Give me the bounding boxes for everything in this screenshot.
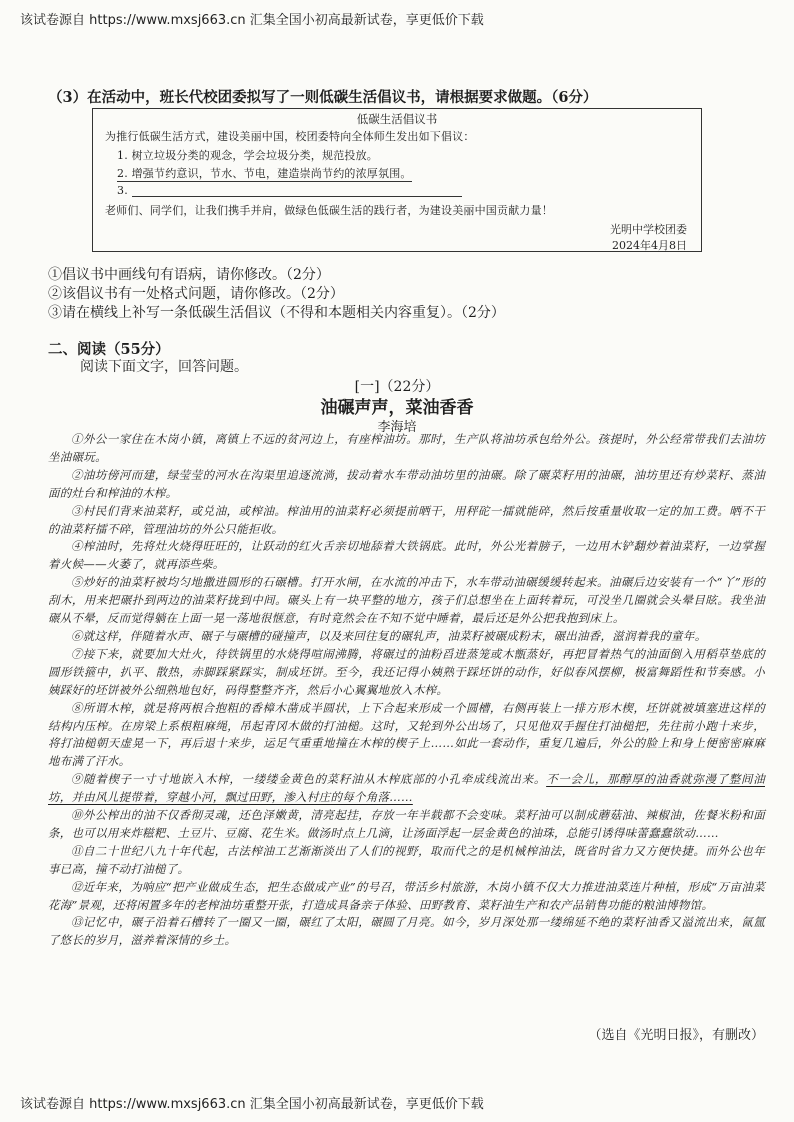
question-3-prompt: （3）在活动中，班长代校团委拟写了一则低碳生活倡议书，请根据要求做题。（6分）: [48, 89, 598, 106]
paragraph-1: ①外公一家住在木岗小镇，离镇上不远的贫河边上，有座榨油坊。那时，生产队将油坊承包给外公。孩提时，外公经常带我们去油坊坐油碾玩。: [48, 432, 765, 464]
passage-number: [一]（22分）: [354, 379, 440, 395]
proposal-title: 低碳生活倡议书: [356, 112, 438, 126]
paragraph-10: ⑩外公榨出的油不仅香彻灵魂，还色泽嫩黄，清亮起挂，存放一年半载都不会变味。菜籽油可以制成蘑菇油、辣椒油，佐餐米粉和面条，也可以用来炸糍粑、土豆片、豆腐、花生米。做汤时点上几滴，让汤面浮起一层金黄色的油珠，总能引诱得味蕾蠢蠢欲动……: [48, 808, 765, 840]
proposal-item-3-blank[interactable]: [132, 185, 462, 197]
paragraph-4: ④榨油时，先将灶火烧得旺旺的，让跃动的红火舌亲切地舔着大铁锅底。此时，外公光着膀子，一边用木铲翻炒着油菜籽，一边掌握着火候——火萎了，就再添些柴。: [48, 539, 765, 572]
paragraph-2: ②油坊傍河而建，绿莹莹的河水在沟渠里追逐流淌，拔动着水车带动油坊里的油碾。除了碾菜籽用的油碾，油坊里还有炒菜籽、蒸油面的灶台和榨油的木榨。: [48, 467, 765, 500]
paragraph-6: ⑥就这样，伴随着水声、碾子与碾槽的碰撞声，以及来回往复的碾轧声，油菜籽被碾成粉末，碾出油香，滋润着我的童年。: [70, 628, 707, 643]
proposal-date: 2024年4月8日: [612, 239, 687, 252]
paragraph-9-underlined-sentence: 不一会儿，那醇厚的油香就弥漫了整间油坊，并由风儿提带着，穿越小河，飘过田野，渗入村庄的每个角落……: [48, 772, 765, 805]
section-intro: 阅读下面文字，回答问题。: [80, 359, 248, 375]
subquestion-1: ①倡议书中画线句有语病，请你修改。（2分）: [48, 267, 330, 283]
proposal-signer: 光明中学校团委: [610, 223, 687, 236]
proposal-item-1: 1. 树立垃圾分类的观念，学会垃圾分类，规范投放。: [117, 149, 378, 162]
subquestion-2: ②该倡议书有一处格式问题，请你修改。（2分）: [48, 286, 344, 302]
paragraph-7: ⑦接下来，就要加大灶火，待铁锅里的水烧得喧闹沸腾，将碾过的油粉舀进蒸笼或木甑蒸好，再把冒着热气的油面倒入用稻草垫底的圆形铁箍中，扒平、散热，赤脚踩紧踩实，制成坯饼。至今，我还记得小姨熟于踩坯饼的动作，好似春风摆柳，极富舞蹈性和节奏感。小姨踩好的坯饼被外公细熟地包好，码得整整齐齐，然后小心翼翼地放入木榨。: [48, 646, 765, 697]
proposal-item-3: [117, 184, 462, 197]
proposal-item-3-label: 3.: [117, 184, 128, 197]
subquestion-3: ③请在横线上补写一条低碳生活倡议（不得和本题相关内容重复）。（2分）: [48, 305, 505, 321]
passage-title: 油碾声声，菜油香香: [320, 398, 474, 418]
paragraph-8: ⑧所谓木榨，就是将两根合抱粗的香樟木凿成半圆状，上下合起来形成一个圆槽，右侧再装上一排方形木楔，坯饼就被填塞进这样的结构内压榨。在房梁上系根粗麻绳，吊起青冈木做的打油槌。这时，又轮到外公出场了，只见他双手握住打油槌把，先往前小跑十来步，将打油槌朝天虚晃一下，再后退十来步，运足气重重地撞在木榨的楔子上……如此一套动作，重复几遍后，外公的脸上和身上便密密麻麻地布满了汗水。: [48, 700, 765, 769]
paragraph-12: ⑫近年来，为响应“把产业做成生态，把生态做成产业”的号召，带活乡村旅游，木岗小镇不仅大力推进油菜连片种植，形成“万亩油菜花海”景观，还将闲置多年的老榨油坊重整开张，打造成具备亲子体验、田野教育、菜籽油生产和农产品销售功能的粮油博物馆。: [48, 879, 765, 912]
paragraph-11: ⑪自二十世纪八九十年代起，古法榨油工艺渐渐淡出了人们的视野，取而代之的是机械榨油法，既省时省力又方便快捷。而外公也年事已高，撞不动打油槌了。: [48, 843, 765, 876]
paragraph-9-text: ⑨随着楔子一寸寸地嵌入木榨，一缕缕金黄色的菜籽油从木榨底部的小孔牵成线流出来。: [70, 772, 547, 787]
page-header-banner: 该试卷源自 https://www.mxsj663.cn 汇集全国小初高最新试卷，享更低价下载: [20, 13, 484, 28]
passage-source: （选自《光明日报》，有删改）: [588, 1028, 764, 1043]
paragraph-3: ③村民们背来油菜籽，或兑油，或榨油。榨油用的油菜籽必须提前晒干，用秤砣一擂就能碎，然后按重量收取一定的加工费。晒不干的油菜籽擂不碎，管理油坊的外公只能拒收。: [48, 503, 765, 536]
proposal-box: [92, 108, 702, 252]
paragraph-9: [48, 771, 765, 807]
page-footer-banner: 该试卷源自 https://www.mxsj663.cn 汇集全国小初高最新试卷，享更低价下载: [20, 1097, 484, 1112]
proposal-closing: 老师们、同学们，让我们携手并肩，做绿色低碳生活的践行者，为建设美丽中国贡献力量！: [105, 204, 553, 217]
paragraph-5: ⑤炒好的油菜籽被均匀地撒进圆形的石碾槽。打开水闸，在水流的冲击下，水车带动油碾缓缓转起来。油碾后边安装有一个“丫”形的刮木，用来把碾扑到两边的油菜籽拢到中间。碾头上有一块平整的地方，孩子们总想坐在上面转着玩，可没坐几圈就会头晕目眩。我坐油碾从不晕，反而觉得躺在上面一晃一荡地很惬意，有时竟然会在不知不觉中睡着，最后还是外公把我抱到床上。: [48, 575, 765, 626]
passage-author: 李海培: [377, 420, 417, 435]
proposal-intro: 为推行低碳生活方式，建设美丽中国，校团委特向全体师生发出如下倡议：: [105, 130, 475, 143]
section-title: 二、阅读（55分）: [48, 341, 170, 358]
proposal-item-2-underlined: 2. 增强节约意识，节水、节电，建造崇尚节约的浓厚氛围。: [117, 167, 412, 180]
paragraph-13: ⑬记忆中，碾子沿着石槽转了一圈又一圈，碾红了太阳，碾圆了月亮。如今，岁月深处那一缕绵延不绝的菜籽油香又溢流出来，氤氲了悠长的岁月，滋养着深情的乡土。: [48, 915, 765, 948]
